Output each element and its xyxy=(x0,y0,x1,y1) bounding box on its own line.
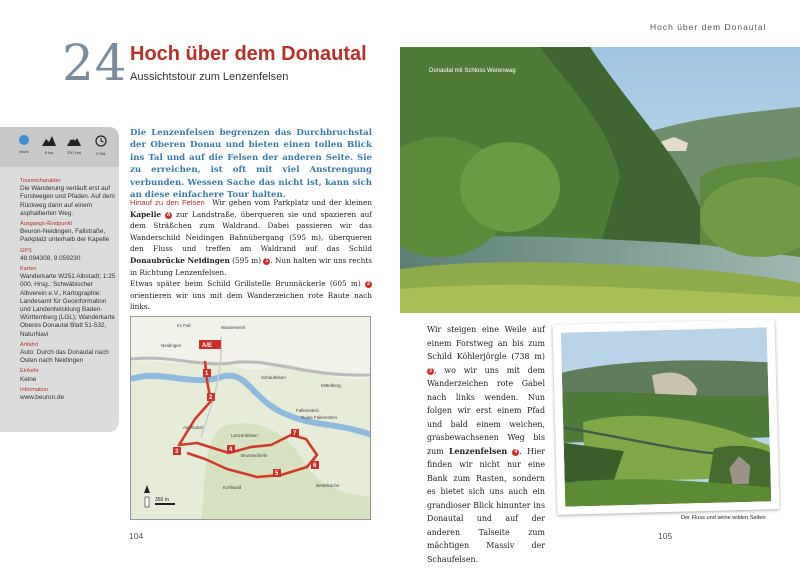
fact-value: Keine xyxy=(20,375,37,383)
river-photo xyxy=(561,327,771,506)
intro-paragraph: Die Lenzenfelsen begrenzen das Durchbruchstal der Oberen Donau und bieten einen tollen Blick ins Tal und auf die Felsen der anderen Seite. Sie zu erreichen, ist oft mit viel Anstrengung verbunden. Wessen Sache das nicht ist, kann sich an diese einfachere Tour halten. xyxy=(130,128,372,201)
map-scale: 350 m xyxy=(155,497,169,503)
svg-text:5: 5 xyxy=(275,471,279,477)
map-label: Wasserwerk xyxy=(221,325,246,330)
body-text: . Nun halten wir uns rechts in Richtung Lenzenfelsen. xyxy=(130,255,373,277)
map-label: Mittelberg xyxy=(321,383,341,388)
body-text: orientieren wir uns mit dem Wanderzeichen rote Raute nach links. xyxy=(130,290,372,312)
time-label: 3 Std. xyxy=(95,151,107,156)
fact-value: Beuron-Neidingen, Fallstraße, Parkplatz unterhalb der Kapelle xyxy=(20,228,110,244)
river-photo-caption: Der Fluss und seine wilden Seiten xyxy=(681,515,766,521)
elevation-label: 200 Hm xyxy=(66,150,81,155)
right-paragraph xyxy=(427,323,545,566)
difficulty-label: leicht xyxy=(19,149,29,154)
body-paragraph xyxy=(130,197,372,313)
waypoint-badge: A xyxy=(166,211,171,218)
svg-text:3: 3 xyxy=(175,449,179,455)
body-text: , wo wir uns mit dem Wanderzeichen rote Gabel nach links wenden. Nun folgen wir erst einem Pfad und bald einem weichen, grasbewachsenen Weg bis zum xyxy=(427,365,545,456)
running-head: Hoch über dem Donautal xyxy=(650,22,767,32)
body-text: . Hier finden wir nicht nur eine Bank zum Rasten, sondern es bietet sich uns auch ein grandioser Blick hinunter ins Donautal und auf der anderen Talseite zum mächtigen Massiv der Schaufelsen. xyxy=(427,446,545,564)
svg-text:6: 6 xyxy=(313,463,317,469)
time-icon xyxy=(91,135,111,156)
fact-heading: Anfahrt xyxy=(20,341,39,348)
map-label: Kohlwald xyxy=(223,485,242,490)
waypoint-badge: 4 xyxy=(512,449,519,456)
valley-photo-caption: Donautal mit Schloss Werenwag xyxy=(429,68,516,74)
page-number-left: 104 xyxy=(129,531,144,541)
tour-number: 24 xyxy=(62,34,128,92)
section-lead: Hinauf zu den Felsen xyxy=(130,198,205,207)
map-label: Bettelküche xyxy=(316,483,340,488)
kapelle-term: Kapelle xyxy=(130,209,162,219)
fact-value: Die Wanderung verläuft erst auf Forstwegen und Pfaden. Auf dem Rückweg dann auf einem asphaltierten Weg. xyxy=(20,185,115,217)
distance-label: 8 km xyxy=(44,150,54,155)
fact-heading: Tourencharakter xyxy=(20,178,61,184)
waypoint-badge: 3 xyxy=(427,368,434,375)
waypoint-badge: 2 xyxy=(365,281,372,288)
fact-value: 48.094308, 9.059230 xyxy=(20,254,81,262)
svg-text:4: 4 xyxy=(229,447,233,453)
tour-title: Hoch über dem Donautal xyxy=(130,43,367,65)
donaubruecke-term: Donaubrücke Neidingen xyxy=(130,255,230,265)
distance-icon xyxy=(39,135,59,155)
fact-value: Auto: Durch das Donautal nach Osten nach Neidingen xyxy=(20,349,109,365)
map-label: Im Fall xyxy=(177,323,191,328)
map-label: Ruine Falkenstein xyxy=(301,415,338,420)
river-photo-frame xyxy=(553,319,780,515)
body-text: Wir gehen vom Parkplatz und der kleinen xyxy=(212,198,372,207)
difficulty-icon xyxy=(14,135,34,154)
fact-heading: Einkehr xyxy=(20,368,39,375)
map-label: Neidingen xyxy=(161,343,182,348)
waypoint-badge: 1 xyxy=(263,258,270,265)
fact-heading: Karten xyxy=(20,266,37,273)
map-start-label: A/E xyxy=(202,343,213,349)
route-map xyxy=(130,316,371,520)
svg-text:1: 1 xyxy=(205,371,209,377)
svg-text:7: 7 xyxy=(293,431,297,437)
facts-list xyxy=(20,177,118,404)
info-link[interactable]: www.beuron.de xyxy=(20,394,65,402)
map-label: Aachtobel xyxy=(183,425,204,430)
fact-value: Wanderkarte W251 Albstadt; 1:25 000, Hrsg.: Schwäbischer Albverein e.V., Kartographie: Landesamt für Geoinformation und Landentwicklung Baden-Württemberg (LGL); Wanderkarte Oberes Donautal Blatt 51-532, NaturNavi xyxy=(20,273,116,338)
tour-subtitle: Aussichtstour zum Lenzenfelsen xyxy=(130,71,289,83)
fact-heading: Ausgangs-/Endpunkt xyxy=(20,221,72,228)
map-label: Lenzenfelsen xyxy=(231,433,258,438)
map-label: Schaufelsen xyxy=(261,375,286,380)
valley-photo xyxy=(400,47,800,313)
map-label: Brunnäckerle xyxy=(241,453,268,458)
fact-heading: Information xyxy=(20,386,48,393)
body-text: Etwas später beim Schild Grillstelle Brunnäckerle (605 m) xyxy=(130,279,361,289)
body-text: (595 m) xyxy=(232,255,262,265)
elevation-icon xyxy=(64,135,84,155)
fact-heading: GPS xyxy=(20,247,32,254)
body-text: Wir steigen eine Weile auf einem Forstweg an bis zum Schild Köhlerjörgle (738 m) xyxy=(427,325,545,361)
map-label: Falkenstein xyxy=(296,408,320,413)
page-number-right: 105 xyxy=(658,531,673,541)
svg-text:2: 2 xyxy=(209,395,213,401)
lenzenfelsen-term: Lenzenfelsen xyxy=(448,446,508,456)
body-text: zur Landstraße, überqueren sie und spazieren auf dem Sträßchen zum Waldrand. Dabei passieren wir das Wanderschild Neidingen Bahnübergang (595 m), überqueren den Fluss und treffen am Waldrand auf das Schild xyxy=(130,209,372,254)
route-map-graphic xyxy=(131,317,371,520)
